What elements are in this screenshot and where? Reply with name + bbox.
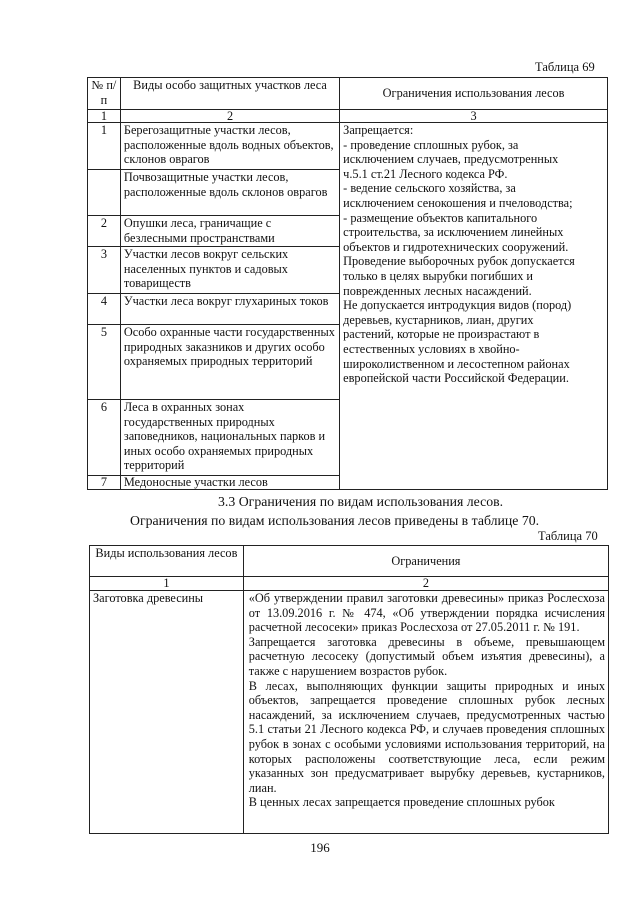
row-forest-type: Участки леса вокруг глухариных токов (120, 294, 339, 325)
table69-header-num: № п/п (88, 78, 121, 110)
restrictions-text (243, 591, 608, 834)
row-forest-type: Почвозащитные участки лесов, расположенные вдоль склонов оврагов (120, 170, 339, 216)
table70-colnum: 2 (243, 577, 608, 591)
table69-restrictions-cell (340, 123, 608, 490)
restriction-paragraph: В лесах, выполняющих функции защиты природных и иных объектов, запрещается проведение сплошных рубок лесных насаждений, за исключением случаев, предусмотренных частью 5.1 статьи 21 Лесного кодекса РФ, и случаев проведения сплошных рубок в зонах с особыми условиями использования территорий, на которых расположены соответствующие леса, если режим указанных зон предусматривает вырубку деревьев, кустарников, лиан. (248, 678, 605, 795)
section-heading: 3.3 Ограничения по видам использования лесов. (218, 494, 504, 509)
table-row (90, 591, 609, 834)
table69-colnum: 3 (340, 110, 608, 123)
row-forest-type: Леса в охранных зонах государственных природных заповедников, национальных парков и иных особо охраняемых природных территорий (120, 400, 339, 476)
table70-colnum: 1 (90, 577, 244, 591)
restriction-paragraph: Запрещается заготовка древесины в объеме, превышающем расчетную лесосеку (допустимый объем изъятия древесины), а также с нарушением возрастов рубок. (248, 634, 605, 678)
table69-colnum: 1 (88, 110, 121, 123)
row-number: 7 (88, 476, 121, 490)
restriction-line: поврежденных лесных насаждений. (343, 283, 532, 298)
table70-header-row (90, 546, 609, 577)
restriction-line: Запрещается: (343, 123, 414, 137)
restriction-line: естественных условиях в хвойно- (343, 341, 520, 356)
table70-header-use: Виды использования лесов (90, 546, 244, 577)
table70 (89, 545, 609, 834)
restriction-paragraph: В ценных лесах запрещается проведение сплошных рубок (248, 795, 555, 810)
row-number: 1 (88, 123, 121, 170)
restriction-line: деревьев, кустарников, лиан, других (343, 312, 534, 327)
table69-colnum-row (88, 110, 608, 123)
row-forest-type: Опушки леса, граничащие с безлесными пространствами (120, 216, 339, 247)
row-forest-type: Участки лесов вокруг сельских населенных пунктов и садовых товариществ (120, 247, 339, 294)
table69-header-restrictions: Ограничения использования лесов (340, 78, 608, 110)
table69-caption: Таблица 69 (535, 60, 595, 74)
table70-caption: Таблица 70 (538, 529, 598, 543)
restriction-line: строительства, за исключением линейных (343, 225, 564, 240)
row-forest-type: Берегозащитные участки лесов, расположенные вдоль водных объектов, склонов оврагов (120, 123, 339, 170)
restriction-line: ч.5.1 ст.21 Лесного кодекса РФ. (343, 166, 508, 181)
restriction-line: - проведение сплошных рубок, за (343, 137, 519, 152)
restriction-line: Не допускается интродукция видов (пород) (343, 298, 572, 313)
restriction-line: объектов и гидротехнических сооружений. (343, 239, 569, 254)
table70-header-restrictions: Ограничения (243, 546, 608, 577)
restriction-paragraph: «Об утверждении правил заготовки древесины» приказ Рослесхоза от 13.09.2016 г. № 474, «Об утверждении порядка исчисления расчетной лесосеки» приказ Рослесхоза от 27.05.2011 г. № 191. (248, 591, 605, 635)
restriction-line: широколиственном и лесостепном районах (343, 356, 570, 371)
row-forest-type: Особо охранные части государственных природных заказников и других особо охраняемых природных территорий (120, 325, 339, 400)
table-row (88, 123, 608, 170)
table69-header-type: Виды особо защитных участков леса (120, 78, 339, 110)
row-number: 5 (88, 325, 121, 400)
table69-colnum: 2 (120, 110, 339, 123)
restriction-line: Проведение выборочных рубок допускается (343, 254, 575, 269)
restriction-line: только в целях вырубки погибших и (343, 268, 533, 283)
restriction-line: - ведение сельского хозяйства, за (343, 181, 516, 196)
table69 (87, 77, 608, 490)
row-number (88, 170, 121, 216)
row-number: 2 (88, 216, 121, 247)
restriction-line: - размещение объектов капитального (343, 210, 538, 225)
table70-colnum-row (90, 577, 609, 591)
restriction-line: европейской части Российской Федерации. (343, 371, 569, 386)
use-type: Заготовка древесины (90, 591, 244, 834)
page-number: 196 (310, 840, 330, 855)
table69-header-row (88, 78, 608, 110)
row-number: 3 (88, 247, 121, 294)
restriction-line: растений, которые не произрастают в (343, 327, 540, 342)
restriction-line: исключением сенокошения и пчеловодства; (343, 195, 573, 210)
row-number: 6 (88, 400, 121, 476)
row-number: 4 (88, 294, 121, 325)
row-forest-type: Медоносные участки лесов (120, 476, 339, 490)
section-intro: Ограничения по видам использования лесов приведены в таблице 70. (130, 513, 540, 528)
restriction-line: исключением случаев, предусмотренных (343, 152, 559, 167)
